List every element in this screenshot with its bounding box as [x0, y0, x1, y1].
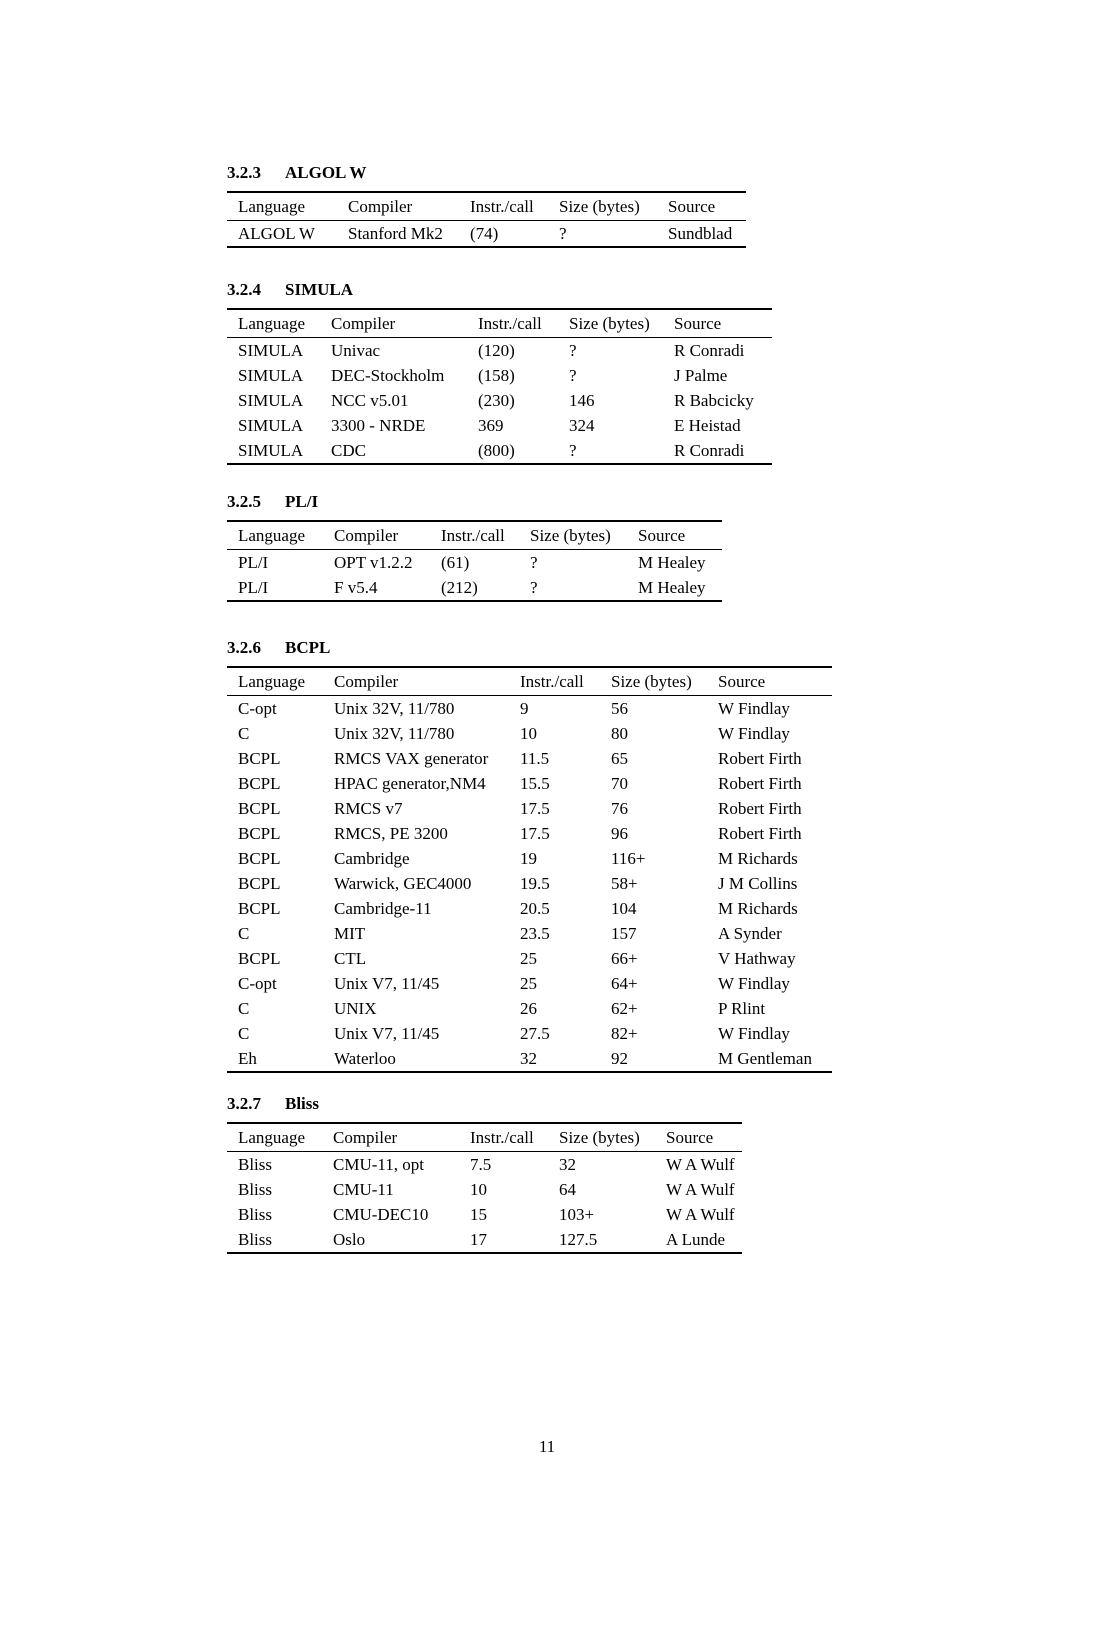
table-cell: 103+	[559, 1205, 595, 1224]
table-cell: Unix V7, 11/45	[334, 974, 440, 993]
table-cell: 32	[520, 1049, 537, 1068]
table-cell: PL/I	[238, 553, 269, 572]
table-cell: 15	[470, 1205, 487, 1224]
table-header-row	[227, 667, 832, 696]
table-cell: 116+	[611, 849, 646, 868]
table-cell: 66+	[611, 949, 638, 968]
table-cell: W Findlay	[718, 699, 790, 718]
column-header: Language	[238, 672, 306, 691]
column-header: Instr./call	[470, 1128, 534, 1147]
table-cell: BCPL	[238, 949, 281, 968]
column-header: Compiler	[334, 526, 399, 545]
table-cell: DEC-Stockholm	[331, 366, 445, 385]
table-cell: A Lunde	[666, 1230, 726, 1249]
table-cell: SIMULA	[238, 366, 304, 385]
table-cell: J M Collins	[718, 874, 798, 893]
table-cell: J Palme	[674, 366, 728, 385]
table-cell: 15.5	[520, 774, 550, 793]
table-cell: BCPL	[238, 824, 281, 843]
column-header: Compiler	[334, 672, 399, 691]
table-cell: BCPL	[238, 874, 281, 893]
table-row	[227, 721, 832, 746]
table-cell: BCPL	[238, 849, 281, 868]
table-row	[227, 438, 772, 464]
page-number: 11	[538, 1437, 556, 1456]
table-cell: Unix V7, 11/45	[334, 1024, 440, 1043]
table-cell: Robert Firth	[718, 824, 802, 843]
table-row	[227, 363, 772, 388]
table-cell: 10	[470, 1180, 487, 1199]
section-number: 3.2.5	[227, 492, 261, 511]
section-title: SIMULA	[285, 280, 354, 299]
column-header: Instr./call	[470, 197, 534, 216]
table-cell: 64+	[611, 974, 638, 993]
section-pli	[227, 492, 722, 602]
table-cell: 56	[611, 699, 628, 718]
table-cell: R Babcicky	[674, 391, 754, 410]
table-cell: (158)	[478, 366, 515, 385]
table-row	[227, 388, 772, 413]
table-row	[227, 696, 832, 722]
table-cell: Oslo	[333, 1230, 366, 1249]
column-header: Size (bytes)	[611, 672, 692, 691]
column-header: Instr./call	[478, 314, 542, 333]
table-cell: Univac	[331, 341, 381, 360]
section-heading-algol-w	[227, 163, 746, 183]
table-cell: ?	[530, 578, 538, 597]
column-header: Size (bytes)	[559, 197, 640, 216]
table-cell: CMU-11, opt	[333, 1155, 424, 1174]
section-heading-simula	[227, 280, 772, 300]
table-cell: 3300 - NRDE	[331, 416, 426, 435]
table-cell: 157	[611, 924, 637, 943]
section-algol-w	[227, 163, 746, 248]
table-cell: 19.5	[520, 874, 550, 893]
column-header: Size (bytes)	[530, 526, 611, 545]
table-cell: C-opt	[238, 974, 277, 993]
table-cell: BCPL	[238, 774, 281, 793]
table-cell: MIT	[334, 924, 366, 943]
table-row	[227, 1202, 742, 1227]
table-cell: 9	[520, 699, 529, 718]
table-cell: M Gentleman	[718, 1049, 812, 1068]
table-cell: 17.5	[520, 824, 550, 843]
table-cell: (120)	[478, 341, 515, 360]
table-cell: BCPL	[238, 749, 281, 768]
table-row	[227, 575, 722, 601]
table-header-row	[227, 192, 746, 221]
table-cell: 76	[611, 799, 628, 818]
table-cell: 10	[520, 724, 537, 743]
table-cell: A Synder	[718, 924, 782, 943]
table-cell: ALGOL W	[238, 224, 315, 243]
table-cell: Eh	[238, 1049, 257, 1068]
table-cell: M Richards	[718, 899, 798, 918]
table-cell: RMCS, PE 3200	[334, 824, 448, 843]
table-cell: M Richards	[718, 849, 798, 868]
table-cell: 7.5	[470, 1155, 492, 1174]
table-row	[227, 871, 832, 896]
table-cell: Waterloo	[334, 1049, 396, 1068]
table-cell: BCPL	[238, 799, 281, 818]
table-cell: R Conradi	[674, 341, 745, 360]
column-header: Size (bytes)	[569, 314, 650, 333]
table-row	[227, 746, 832, 771]
table-cell: RMCS v7	[334, 799, 403, 818]
section-heading-bcpl	[227, 638, 832, 658]
table-cell: 26	[520, 999, 537, 1018]
table-row	[227, 971, 832, 996]
section-title: Bliss	[285, 1094, 320, 1113]
section-heading-pli	[227, 492, 722, 512]
table-cell: C	[238, 924, 250, 943]
table-row	[227, 1177, 742, 1202]
bliss-table	[227, 1122, 742, 1254]
table-cell: SIMULA	[238, 391, 304, 410]
table-cell: RMCS VAX generator	[334, 749, 489, 768]
table-cell: Warwick, GEC4000	[334, 874, 472, 893]
table-cell: V Hathway	[718, 949, 796, 968]
section-bcpl	[227, 638, 832, 1073]
bcpl-table	[227, 666, 832, 1073]
table-cell: ?	[569, 441, 577, 460]
table-row	[227, 821, 832, 846]
table-cell: OPT v1.2.2	[334, 553, 413, 572]
table-cell: 17	[470, 1230, 487, 1249]
section-number: 3.2.4	[227, 280, 261, 299]
table-cell: (800)	[478, 441, 515, 460]
column-header: Instr./call	[520, 672, 584, 691]
table-cell: 64	[559, 1180, 576, 1199]
table-cell: F v5.4	[334, 578, 378, 597]
table-cell: Cambridge-11	[334, 899, 432, 918]
column-header: Compiler	[333, 1128, 398, 1147]
table-cell: Bliss	[238, 1230, 273, 1249]
table-cell: W Findlay	[718, 974, 790, 993]
table-header-row	[227, 1123, 742, 1152]
table-cell: 25	[520, 974, 537, 993]
table-cell: SIMULA	[238, 416, 304, 435]
table-cell: R Conradi	[674, 441, 745, 460]
table-cell: W A Wulf	[666, 1155, 735, 1174]
section-title: PL/I	[285, 492, 319, 511]
table-cell: C	[238, 1024, 250, 1043]
table-cell: E Heistad	[674, 416, 741, 435]
table-cell: Bliss	[238, 1180, 273, 1199]
section-title: ALGOL W	[285, 163, 367, 182]
table-cell: Unix 32V, 11/780	[334, 724, 455, 743]
table-cell: 80	[611, 724, 628, 743]
section-heading-bliss	[227, 1094, 742, 1114]
table-cell: Bliss	[238, 1155, 273, 1174]
table-row	[227, 996, 832, 1021]
table-row	[227, 946, 832, 971]
table-cell: 369	[478, 416, 504, 435]
table-cell: C	[238, 999, 250, 1018]
column-header: Source	[718, 672, 766, 691]
table-cell: 58+	[611, 874, 638, 893]
table-cell: CTL	[334, 949, 367, 968]
table-row	[227, 413, 772, 438]
table-row	[227, 896, 832, 921]
table-cell: ?	[530, 553, 538, 572]
table-row	[227, 221, 746, 248]
table-cell: Sundblad	[668, 224, 733, 243]
table-cell: CMU-11	[333, 1180, 394, 1199]
table-cell: Bliss	[238, 1205, 273, 1224]
table-cell: 82+	[611, 1024, 638, 1043]
table-cell: BCPL	[238, 899, 281, 918]
table-row	[227, 771, 832, 796]
section-number: 3.2.6	[227, 638, 261, 657]
section-bliss	[227, 1094, 742, 1254]
table-cell: Unix 32V, 11/780	[334, 699, 455, 718]
table-cell: Robert Firth	[718, 774, 802, 793]
table-cell: HPAC generator,NM4	[334, 774, 486, 793]
table-cell: 17.5	[520, 799, 550, 818]
table-cell: SIMULA	[238, 341, 304, 360]
table-cell: C-opt	[238, 699, 277, 718]
table-cell: 324	[569, 416, 595, 435]
pli-table	[227, 520, 722, 602]
table-cell: 65	[611, 749, 628, 768]
algol-w-table	[227, 191, 746, 248]
column-header: Language	[238, 526, 306, 545]
table-cell: 27.5	[520, 1024, 550, 1043]
table-row	[227, 1046, 832, 1072]
table-row	[227, 1021, 832, 1046]
table-cell: CMU-DEC10	[333, 1205, 429, 1224]
table-row	[227, 796, 832, 821]
table-cell: CDC	[331, 441, 366, 460]
table-cell: W A Wulf	[666, 1205, 735, 1224]
section-simula	[227, 280, 772, 465]
table-cell: W A Wulf	[666, 1180, 735, 1199]
table-cell: M Healey	[638, 553, 706, 572]
table-cell: P Rlint	[718, 999, 766, 1018]
table-row	[227, 921, 832, 946]
table-cell: SIMULA	[238, 441, 304, 460]
table-row	[227, 338, 772, 364]
column-header: Source	[638, 526, 686, 545]
column-header: Compiler	[331, 314, 396, 333]
table-cell: UNIX	[334, 999, 377, 1018]
table-cell: 19	[520, 849, 537, 868]
table-cell: M Healey	[638, 578, 706, 597]
table-cell: 11.5	[520, 749, 550, 768]
table-row	[227, 550, 722, 576]
table-header-row	[227, 521, 722, 550]
table-cell: NCC v5.01	[331, 391, 409, 410]
simula-table	[227, 308, 772, 465]
column-header: Language	[238, 1128, 306, 1147]
column-header: Size (bytes)	[559, 1128, 640, 1147]
table-cell: C	[238, 724, 250, 743]
column-header: Language	[238, 197, 306, 216]
table-cell: 62+	[611, 999, 638, 1018]
table-cell: ?	[569, 366, 577, 385]
table-cell: Stanford Mk2	[348, 224, 443, 243]
table-cell: PL/I	[238, 578, 269, 597]
table-cell: ?	[559, 224, 567, 243]
table-cell: 96	[611, 824, 628, 843]
table-cell: Robert Firth	[718, 799, 802, 818]
table-cell: ?	[569, 341, 577, 360]
table-cell: W Findlay	[718, 1024, 790, 1043]
table-cell: 127.5	[559, 1230, 598, 1249]
section-number: 3.2.7	[227, 1094, 261, 1113]
table-header-row	[227, 309, 772, 338]
column-header: Source	[668, 197, 716, 216]
column-header: Source	[666, 1128, 714, 1147]
column-header: Source	[674, 314, 722, 333]
table-cell: Cambridge	[334, 849, 410, 868]
table-row	[227, 1152, 742, 1178]
section-title: BCPL	[285, 638, 331, 657]
table-cell: W Findlay	[718, 724, 790, 743]
column-header: Compiler	[348, 197, 413, 216]
table-cell: (230)	[478, 391, 515, 410]
table-cell: 146	[569, 391, 595, 410]
table-cell: 70	[611, 774, 628, 793]
table-row	[227, 846, 832, 871]
column-header: Instr./call	[441, 526, 505, 545]
table-cell: 20.5	[520, 899, 550, 918]
table-cell: 23.5	[520, 924, 550, 943]
table-cell: (74)	[470, 224, 499, 243]
table-cell: (212)	[441, 578, 478, 597]
table-cell: 104	[611, 899, 637, 918]
table-cell: 32	[559, 1155, 576, 1174]
table-cell: Robert Firth	[718, 749, 802, 768]
section-number: 3.2.3	[227, 163, 261, 182]
table-cell: 25	[520, 949, 537, 968]
table-cell: (61)	[441, 553, 470, 572]
table-cell: 92	[611, 1049, 628, 1068]
column-header: Language	[238, 314, 306, 333]
table-row	[227, 1227, 742, 1253]
